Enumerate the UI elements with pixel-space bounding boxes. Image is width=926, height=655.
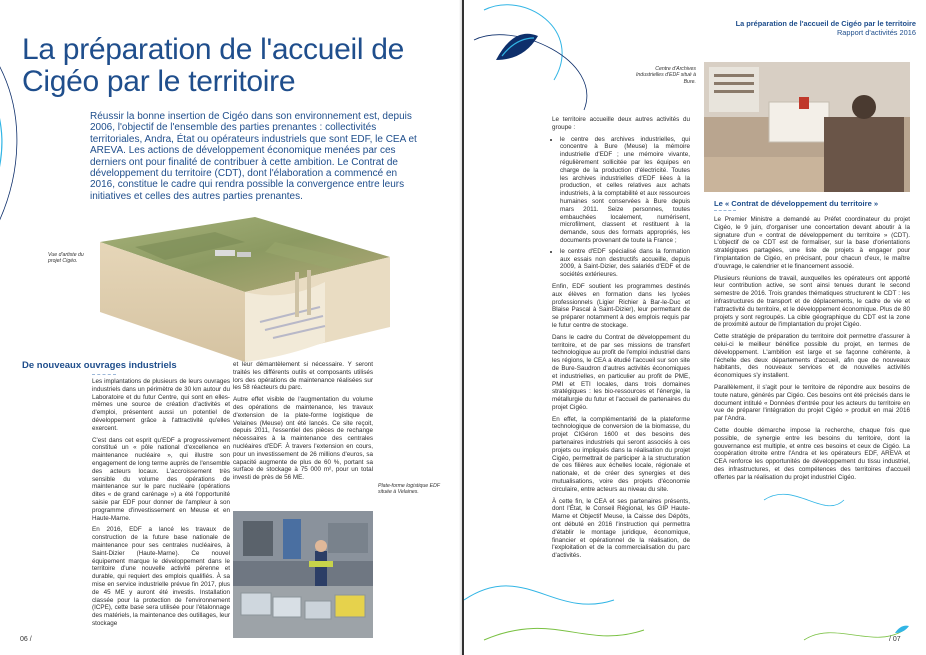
intro-paragraph: Le territoire accueille deux autres activités du groupe : xyxy=(552,116,690,131)
page-end-leaf-icon xyxy=(894,624,910,634)
right-column-2 xyxy=(714,216,910,486)
lead-paragraph: Réussir la bonne insertion de Cigéo dans son environnement est, depuis 2006, l'objectif de l'ensemble des parties prenantes : collectivités territoriales, Andra, État ou opérateurs industriels que sont EDF, le CEA et AREVA. Les actions de développement économique menées par ces derniers ont pour finalité de contribuer à cette ambition. Le Contrat de développement du territoire (CDT), dont l'élaboration a commencé en 2016, constitue le cadre qui rendra possible la convergence entre leurs initiatives et celles des autres parties prenantes. xyxy=(90,111,417,202)
paragraph: À cette fin, le CEA et ses partenaires présents, dont l'État, le Conseil Régional, les GIP Haute-Marne et Objectif Meuse, la Caisse des Dépôts, ont débuté en 2016 l'instruction qui permettra d'établir le montage juridique, économique, financier et opérationnel de la réalisation, de l'exploitation et de la commercialisation du parc d'activités. xyxy=(552,497,690,560)
page-number: / 07 xyxy=(889,636,901,643)
paragraph: Dans le cadre du Contrat de développement du territoire, et de par ses missions de transfert technologique au profit de l'emploi industriel dans les régions, le CEA a étudié l'accueil sur son site de Bure-Saudron d'autres activités économiques et industrielles, en particulier au profit de PME, PMI et ETI locales, dans trois domaines stratégiques : les bio-ressources et l'énergie, la métallurgie du futur et l'accueil de partenaires du projet Cigéo. xyxy=(552,333,690,411)
page-title: La préparation de l'accueil de Cigéo par le territoire xyxy=(22,33,404,98)
right-page xyxy=(464,0,926,655)
right-column-1 xyxy=(552,116,690,564)
paragraph: Cette stratégie de préparation du territoire doit permettre d'assurer à celui-ci le meilleur bénéfice possible du projet, en termes de développement. L'ambition est large et se façonne cohérente, à l'échelle des deux départements d'accueil, afin que de nouveaux habitants, des nouveaux services et de nouvelles activités économiques s'y installent. xyxy=(714,333,910,380)
photo-caption: Plate-forme logistique EDF située à Velaines. xyxy=(378,483,440,496)
cigeo-artist-view-image xyxy=(95,212,395,367)
paragraph: Autre effet visible de l'augmentation du volume des opérations de maintenance, les travaux d'extension de la plate-forme logistique de Velaines (Meuse) ont été lancés. Ce site reçoit, depuis 2011, l'essentiel des pièces de rechange nécessaires à la maintenance des centrales nucléaires d'EDF. À travers l'extension en cours, pour un investissement de 26 millions d'euros, sa capacité augmente de plus de 60 %, portant sa surface de stockage à 75 000 m², pour un total investi de près de 56 ME. xyxy=(233,396,373,482)
left-column-1 xyxy=(92,378,230,632)
paragraph: En 2016, EDF a lancé les travaux de construction de la future base nationale de maintenance pour ses centrales nucléaires, à Saint-Dizier (Haute-Marne). Ce nouvel équipement marque le développement dans le territoire d'une nouvelle activité pérenne et durable, qui requiert des emplois qualifiés. À sa mise en service industrielle prévue fin 2017, plus de 45 ME y auront été investis. Installation classée pour la protection de l'environnement (ICPE), cette base sera utilisée pour l'étalonnage des matériels, la maintenance des outillages, leur stockage xyxy=(92,526,230,627)
paragraph: Parallèlement, il s'agit pour le territoire de répondre aux besoins de toute nature, générés par Cigéo. Ces besoins ont été précisés dans le document intitulé « Données d'entrée pour les acteurs du territoire en vue de préparer l'intégration du projet Cigéo » produit en mai 2016 par l'Andra. xyxy=(714,383,910,423)
paragraph: Les implantations de plusieurs de leurs ouvrages industriels dans un périmètre de 30 km autour du Laboratoire et du futur Centre, qui sont en elles-mêmes une source de création d'activités et d'emploi, présentent aussi un potentiel de développement grâce à l'attractivité qu'elles exercent. xyxy=(92,378,230,432)
activities-list xyxy=(552,136,690,279)
left-column-2 xyxy=(233,361,373,486)
velaines-platform-photo xyxy=(233,511,373,638)
section-heading: De nouveaux ouvrages industriels xyxy=(22,360,177,371)
section-heading: Le « Contrat de développement du territoire » xyxy=(714,199,879,208)
paragraph: Plusieurs réunions de travail, auxquelles les opérateurs ont apporté leur contribution active, se sont ainsi tenues durant le second semestre de 2016. Trois grandes thématiques structurent le CDT : les infrastructures de transport et de déplacements, le cadre de vie et l'attractivité du territoire, et le développement économique. Plus de 80 projets y sont regroupés. La cible géographique du CDT est la zone de proximité autour de l'implantation du projet Cigéo. xyxy=(714,274,910,329)
list-item: • le centre d'EDF spécialisé dans la formation aux essais non destructifs accueille, depuis 2009, à Saint-Dizier, des salariés d'EDF et de sociétés extérieures. xyxy=(560,248,690,279)
paragraph: En effet, la complémentarité de la plateforme technologique de conversion de la biomasse, du projet CIGéron 1600 et des besoins des partenaires industriels qui seront associés à ces projets ou impliqués dans la réalisation du projet Cigéo, permettrait de participer à la structuration de ces filières aux échelles locale, régionale et nationale, et de créer des synergies et des mutualisations, voire des projets d'économie circulaire, entre acteurs au niveau du site. xyxy=(552,415,690,493)
running-header-subtitle: Rapport d'activités 2016 xyxy=(836,28,916,37)
leaf-ornament-icon xyxy=(494,30,540,64)
paragraph: Enfin, EDF soutient les programmes destinés aux élèves en formation dans les lycées professionnels (Ligier Richier à Bar-le-Duc et Blaise Pascal à Saint-Dizier), leur permettant de se préparer notamment à des emplois requis par le futur centre de stockage. xyxy=(552,282,690,329)
left-page xyxy=(0,0,462,655)
photo-caption: Centre d'Archives Industrielles d'EDF situé à Bure. xyxy=(635,66,696,85)
list-item: • le centre des archives industrielles, qui concentre à Bure (Meuse) la mémoire industrielle d'EDF ; une mémoire vivante, régulièrement sollicitée par les équipes en charge de la production d'électricité. Toutes les archives industrielles d'EDF liées à la production, et celles relatives aux achats industriels, à la comptabilité et aux ressources humaines sont conservées à Bure depuis mars 2011. Seize personnes, toutes embauchées localement, numérisent, microfilment, classent et restituent à la demande, sous des formats appropriés, les documents provenant de toute la France ; xyxy=(560,136,690,245)
heading-dotted-rule xyxy=(714,210,736,215)
archives-center-photo xyxy=(704,62,910,192)
paragraph: et leur démantèlement si nécessaire. Y seront traités les différents outils et composants utilisés lors des opérations de maintenance réalisées sur les 58 réacteurs du parc. xyxy=(233,361,373,392)
paragraph: Cette double démarche impose la recherche, chaque fois que possible, de synergie entre les besoins du territoire, dont la gouvernance est multiple, et entre ces besoins et ceux de Cigéo. La coopération étroite entre l'Andra et les opérateurs EDF, AREVA et CEA renforce les opportunités de développement du tissu industriel, des infrastructures, et des compétences des territoires d'accueil offertes par la réalisation du projet industriel Cigéo. xyxy=(714,426,910,481)
paragraph: Le Premier Ministre a demandé au Préfet coordinateur du projet Cigéo, le 9 juin, d'organiser une concertation devant aboutir à la signature d'un « contrat de développement du territoire » (CDT). L'objectif de ce CDT est de formaliser, sur la base d'orientations stratégiques partagées, une liste de projets à engager pour l'implantation de Cigéo, en précisant, pour chacun d'eux, le maître d'ouvrage, le calendrier et le financement associé. xyxy=(714,216,910,270)
illustration-caption: Vue d'artiste du projet Cigéo. xyxy=(48,252,84,265)
paragraph: C'est dans cet esprit qu'EDF a progressivement constitué un « pôle national d'excellence en maintenance nucléaire », qui illustre son engagement de long terme auprès de l'ensemble des acteurs locaux. L'accroissement très sensible du volume des opérations de maintenance sur le parc nucléaire (opérations dites « de grand carénage ») a été l'opportunité saisie par EDF pour donner de l'ampleur à son programme d'investissement en Meuse et en Haute-Marne. xyxy=(92,436,230,522)
page-number: 06 / xyxy=(20,636,32,643)
running-header-title: La préparation de l'accueil de Cigéo par le territoire xyxy=(735,19,916,28)
